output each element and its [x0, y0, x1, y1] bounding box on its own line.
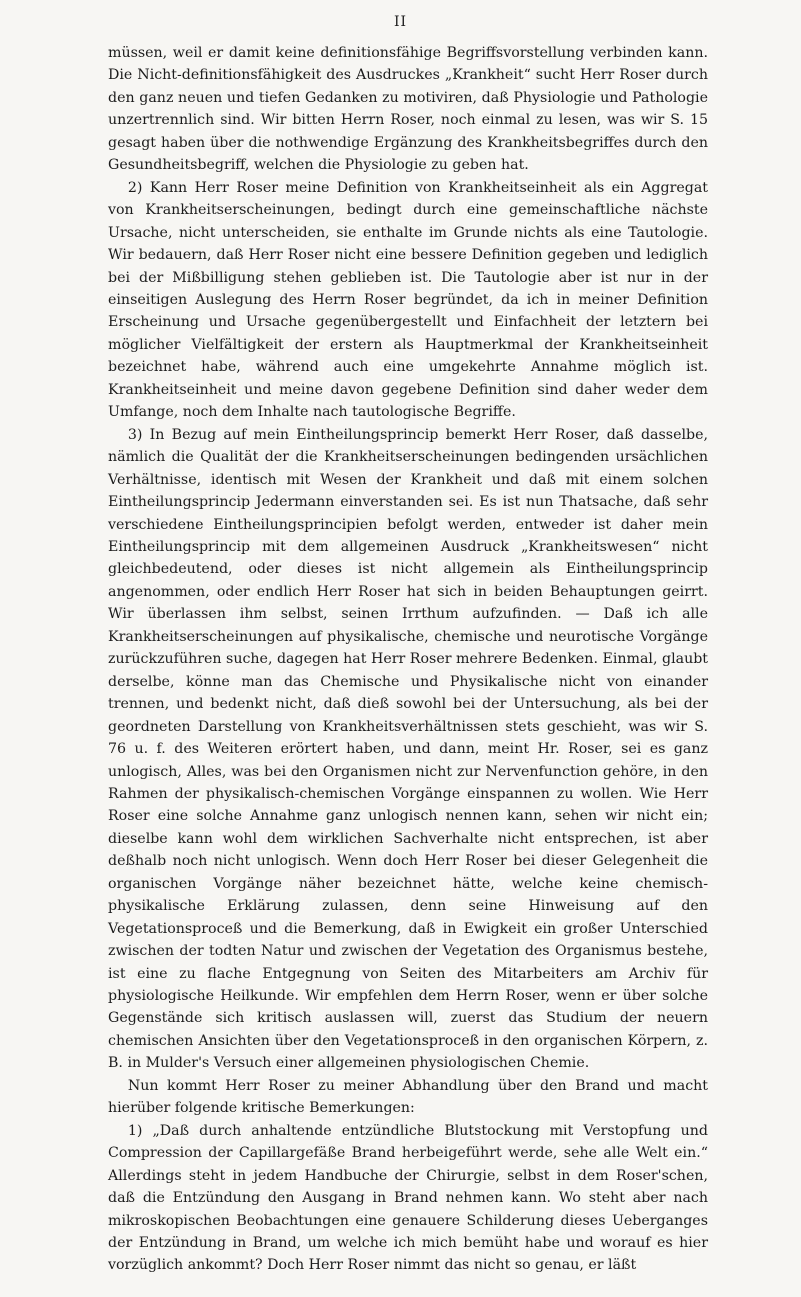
paragraph-brand-intro: Nun kommt Herr Roser zu meiner Abhandlung über den Brand und macht hierüber folgende kritische Bemerkungen:	[108, 1077, 708, 1117]
paragraph-continuation: müssen, weil er damit keine definitionsfähige Begriffsvorstellung verbinden kann. Die Nicht-definitionsfähigkeit des Ausdruckes „Krankheit“ sucht Herr Roser durch den ganz neuen und tiefen Gedanken zu motiviren, daß Physiologie und Pathologie unzertrennlich sind. Wir bitten Herrn Roser, noch einmal zu lesen, was wir S. 15 gesagt haben über die nothwendige Ergänzung des Krankheitsbegriffes durch den Gesundheitsbegriff, welchen die Physiologie zu geben hat.	[108, 45, 708, 174]
page-number: II	[393, 14, 408, 30]
paragraph-point-2: 2) Kann Herr Roser meine Definition von Krankheitseinheit als ein Aggregat von Krankheitserscheinungen, bedingt durch eine gemeinschaftliche nächste Ursache, nicht unterscheiden, sie enthalte im Grunde nichts als eine Tautologie. Wir bedauern, daß Herr Roser nicht eine bessere Definition gegeben und lediglich bei der Mißbilligung stehen geblieben ist. Die Tautologie aber ist nur in der einseitigen Auslegung des Herrn Roser begründet, da ich in meiner Definition Erscheinung und Ursache gegenübergestellt und Einfachheit der letztern bei möglicher Vielfältigkeit der erstern als Hauptmerkmal der Krankheitseinheit bezeichnet habe, während auch eine umgekehrte Annahme möglich ist. Krankheitseinheit und meine davon gegebene Definition sind daher weder dem Umfange, noch dem Inhalte nach tautologische Begriffe.	[108, 179, 708, 421]
paragraph-point-3: 3) In Bezug auf mein Eintheilungsprincip bemerkt Herr Roser, daß dasselbe, nämlich die Qualität der die Krankheitserscheinungen bedingenden ursächlichen Verhältnisse, identisch mit Wesen der Krankheit und daß mit einem solchen Eintheilungsprincip Jedermann einverstanden sei. Es ist nun Thatsache, daß sehr verschiedene Eintheilungsprincipien befolgt werden, entweder ist daher mein Eintheilungsprincip mit dem allgemeinen Ausdruck „Krankheitswesen“ nicht gleichbedeutend, oder dieses ist nicht allgemein als Eintheilungsprincip angenommen, oder endlich Herr Roser hat sich in beiden Behauptungen geirrt. Wir überlassen ihm selbst, seinen Irrthum aufzufinden. — Daß ich alle Krankheitserscheinungen auf physikalische, chemische und neurotische Vorgänge zurückzuführen suche, dagegen hat Herr Roser mehrere Bedenken. Einmal, glaubt derselbe, könne man das Chemische und Physikalische nicht von einander trennen, und bedenkt nicht, daß dieß sowohl bei der Untersuchung, als bei der geordneten Darstellung von Krankheitsverhältnissen stets geschieht, was wir S. 76 u. f. des Weiteren erörtert haben, und dann, meint Hr. Roser, sei es ganz unlogisch, Alles, was bei den Organismen nicht zur Nervenfunction gehöre, in den Rahmen der physikalisch-chemischen Vorgänge einspannen zu wollen. Wie Herr Roser eine solche Annahme ganz unlogisch nennen kann, sehen wir nicht ein; dieselbe kann wohl dem wirklichen Sachverhalte nicht entsprechen, ist aber deßhalb noch nicht unlogisch. Wenn doch Herr Roser bei dieser Gelegenheit die organischen Vorgänge näher bezeichnet hätte, welche keine chemisch-physikalische Erklärung zulassen, denn seine Hinweisung auf den Vegetationsproceß und die Bemerkung, daß in Ewigkeit ein großer Unterschied zwischen der todten Natur und zwischen der Vegetation des Organismus bestehe, ist eine zu flache Entgegnung von Seiten des Mitarbeiters am Archiv für physiologische Heilkunde. Wir empfehlen dem Herrn Roser, wenn er über solche Gegenstände sich kritisch auslassen will, zuerst das Studium der neuern chemischen Ansichten über den Vegetationsproceß in den organischen Körpern, z. B. in Mulder's Versuch einer allgemeinen physiologischen Chemie.	[108, 426, 708, 1072]
paragraph-brand-point-1: 1) „Daß durch anhaltende entzündliche Blutstockung mit Verstopfung und Compression der Capillargefäße Brand herbeigeführt werde, sehe alle Welt ein.“ Allerdings steht in jedem Handbuche der Chirurgie, selbst in dem Roser'schen, daß die Entzündung den Ausgang in Brand nehmen kann. Wo steht aber nach mikroskopischen Beobachtungen eine genauere Schilderung dieses Ueberganges der Entzündung in Brand, um welche ich mich bemüht habe und worauf es hier vorzüglich ankommt? Doch Herr Roser nimmt das nicht so genau, er läßt	[108, 1122, 708, 1274]
body-text	[108, 42, 708, 1277]
